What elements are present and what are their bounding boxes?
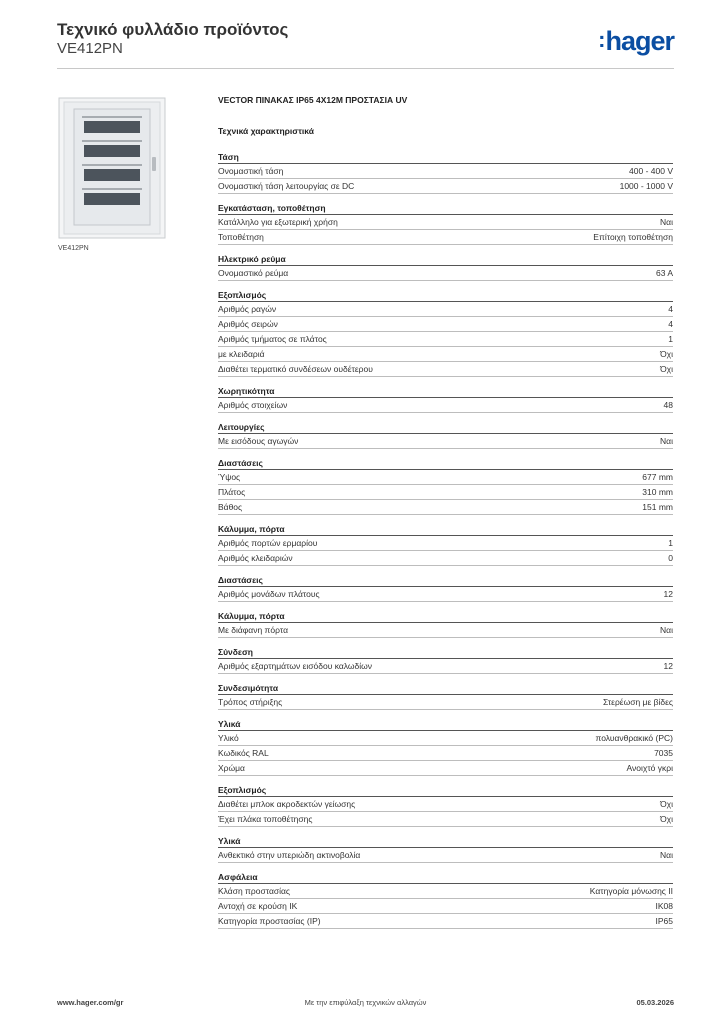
group-title: Τάση (218, 151, 673, 164)
spec-label: Αριθμός μονάδων πλάτους (218, 589, 320, 599)
spec-value: IP65 (655, 916, 673, 926)
spec-group (218, 574, 673, 602)
spec-label: Ανθεκτικό στην υπεριώδη ακτινοβολία (218, 850, 361, 860)
image-caption: VE412PN (58, 245, 89, 252)
spec-row (218, 761, 673, 776)
spec-row (218, 899, 673, 914)
group-title: Εξοπλισμός (218, 289, 673, 302)
spec-row (218, 317, 673, 332)
spec-group (218, 457, 673, 515)
spec-row (218, 302, 673, 317)
spec-value: 4 (668, 304, 673, 314)
spec-label: Πλάτος (218, 487, 246, 497)
group-title: Σύνδεση (218, 646, 673, 659)
spec-row (218, 797, 673, 812)
spec-value: Ναι (660, 217, 673, 227)
spec-group (218, 421, 673, 449)
spec-label: Ύψος (218, 472, 241, 482)
spec-label: Τρόπος στήριξης (218, 697, 283, 707)
spec-value: Ανοιχτό γκρι (626, 763, 673, 773)
footer-website: www.hager.com/gr (57, 998, 124, 1007)
spec-value: 7035 (654, 748, 673, 758)
spec-group (218, 202, 673, 245)
spec-label: Κλάση προστασίας (218, 886, 291, 896)
spec-row (218, 230, 673, 245)
spec-row (218, 215, 673, 230)
spec-label: Διαθέτει τερματικό συνδέσεων ουδέτερου (218, 364, 373, 374)
spec-label: Ονομαστική τάση (218, 166, 284, 176)
spec-row (218, 731, 673, 746)
spec-label: Χρώμα (218, 763, 245, 773)
spec-label: Βάθος (218, 502, 243, 512)
spec-group (218, 610, 673, 638)
spec-row (218, 695, 673, 710)
spec-label: Αριθμός στοιχείων (218, 400, 288, 410)
spec-row (218, 551, 673, 566)
spec-group (218, 784, 673, 827)
spec-value: Στερέωση με βίδες (602, 697, 673, 707)
group-title: Ασφάλεια (218, 871, 673, 884)
spec-row (218, 914, 673, 929)
spec-row (218, 470, 673, 485)
spec-group (218, 835, 673, 863)
spec-label: Αριθμός τμήματος σε πλάτος (218, 334, 327, 344)
spec-groups (218, 151, 673, 929)
hager-logo: :hager (598, 26, 674, 56)
spec-row (218, 812, 673, 827)
spec-value: 12 (663, 661, 673, 671)
spec-label: Ονομαστική τάση λειτουργίας σε DC (218, 181, 355, 191)
spec-label: Ονομαστικό ρεύμα (218, 268, 289, 278)
spec-row (218, 179, 673, 194)
spec-row (218, 500, 673, 515)
footer-note: Με την επιφύλαξη τεχνικών αλλαγών (304, 998, 427, 1007)
spec-value: 677 mm (642, 472, 673, 482)
group-title: Κάλυμμα, πόρτα (218, 523, 673, 536)
spec-label: Αριθμός πορτών ερμαρίου (218, 538, 318, 548)
spec-value: πολυανθρακικό (PC) (595, 733, 673, 743)
spec-row (218, 332, 673, 347)
spec-value: Ναι (660, 850, 673, 860)
section-heading: Τεχνικά χαρακτηριστικά (218, 126, 314, 136)
spec-label: Κατάλληλο για εξωτερική χρήση (218, 217, 338, 227)
spec-group (218, 289, 673, 377)
group-title: Χωρητικότητα (218, 385, 673, 398)
spec-value: Επίτοιχη τοποθέτηση (593, 232, 673, 242)
spec-value: 151 mm (642, 502, 673, 512)
spec-label: Διαθέτει μπλοκ ακροδεκτών γείωσης (218, 799, 356, 809)
group-title: Κάλυμμα, πόρτα (218, 610, 673, 623)
spec-row (218, 362, 673, 377)
spec-row (218, 347, 673, 362)
spec-label: Αριθμός σειρών (218, 319, 278, 329)
spec-label: Με εισόδους αγωγών (218, 436, 299, 446)
spec-value: 12 (663, 589, 673, 599)
header-divider (57, 68, 674, 69)
spec-group (218, 871, 673, 929)
group-title: Λειτουργίες (218, 421, 673, 434)
spec-value: IK08 (655, 901, 673, 911)
spec-group (218, 646, 673, 674)
spec-label: Κωδικός RAL (218, 748, 269, 758)
spec-value: Ναι (660, 625, 673, 635)
spec-value: Όχι (660, 364, 673, 374)
spec-group (218, 253, 673, 281)
spec-row (218, 398, 673, 413)
spec-row (218, 485, 673, 500)
spec-value: 63 A (655, 268, 673, 278)
spec-label: Αριθμός εξαρτημάτων εισόδου καλωδίων (218, 661, 373, 671)
spec-value: 310 mm (642, 487, 673, 497)
spec-row (218, 848, 673, 863)
spec-label: Τοποθέτηση (218, 232, 264, 242)
spec-group (218, 718, 673, 776)
spec-group (218, 523, 673, 566)
spec-label: Με διάφανη πόρτα (218, 625, 288, 635)
document-title: Τεχνικό φυλλάδιο προϊόντος (57, 20, 289, 39)
spec-group (218, 682, 673, 710)
spec-value: 1 (668, 334, 673, 344)
spec-label: Υλικό (218, 733, 239, 743)
spec-label: Αριθμός ραγών (218, 304, 277, 314)
footer-date: 05.03.2026 (636, 998, 674, 1007)
spec-label: Αντοχή σε κρούση IK (218, 901, 298, 911)
spec-value: Όχι (660, 814, 673, 824)
spec-row (218, 536, 673, 551)
group-title: Υλικά (218, 835, 673, 848)
spec-value: Ναι (660, 436, 673, 446)
spec-label: Κατηγορία προστασίας (IP) (218, 916, 321, 926)
group-title: Διαστάσεις (218, 457, 673, 470)
spec-value: Κατηγορία μόνωσης II (589, 886, 673, 896)
spec-value: 1 (668, 538, 673, 548)
spec-value: Όχι (660, 349, 673, 359)
group-title: Ηλεκτρικό ρεύμα (218, 253, 673, 266)
product-image (58, 97, 166, 239)
group-title: Υλικά (218, 718, 673, 731)
spec-row (218, 884, 673, 899)
spec-row (218, 623, 673, 638)
spec-row (218, 164, 673, 179)
spec-value: 4 (668, 319, 673, 329)
spec-row (218, 659, 673, 674)
spec-label: Έχει πλάκα τοποθέτησης (218, 814, 313, 824)
spec-value: 1000 - 1000 V (619, 181, 673, 191)
product-code: VE412PN (57, 40, 123, 57)
spec-row (218, 587, 673, 602)
spec-value: 48 (663, 400, 673, 410)
spec-label: με κλειδαριά (218, 349, 265, 359)
spec-content (218, 95, 673, 937)
group-title: Εξοπλισμός (218, 784, 673, 797)
spec-value: Όχι (660, 799, 673, 809)
logo-text: hager (605, 26, 674, 56)
spec-group (218, 385, 673, 413)
group-title: Εγκατάσταση, τοποθέτηση (218, 202, 673, 215)
spec-label: Αριθμός κλειδαριών (218, 553, 293, 563)
group-title: Συνδεσιμότητα (218, 682, 673, 695)
spec-row (218, 266, 673, 281)
group-title: Διαστάσεις (218, 574, 673, 587)
spec-group (218, 151, 673, 194)
product-title: VECTOR ΠΙΝΑΚΑΣ IP65 4X12M ΠΡΟΣΤΑΣΙΑ UV (218, 95, 408, 105)
spec-row (218, 746, 673, 761)
spec-row (218, 434, 673, 449)
spec-value: 0 (668, 553, 673, 563)
spec-value: 400 - 400 V (629, 166, 673, 176)
